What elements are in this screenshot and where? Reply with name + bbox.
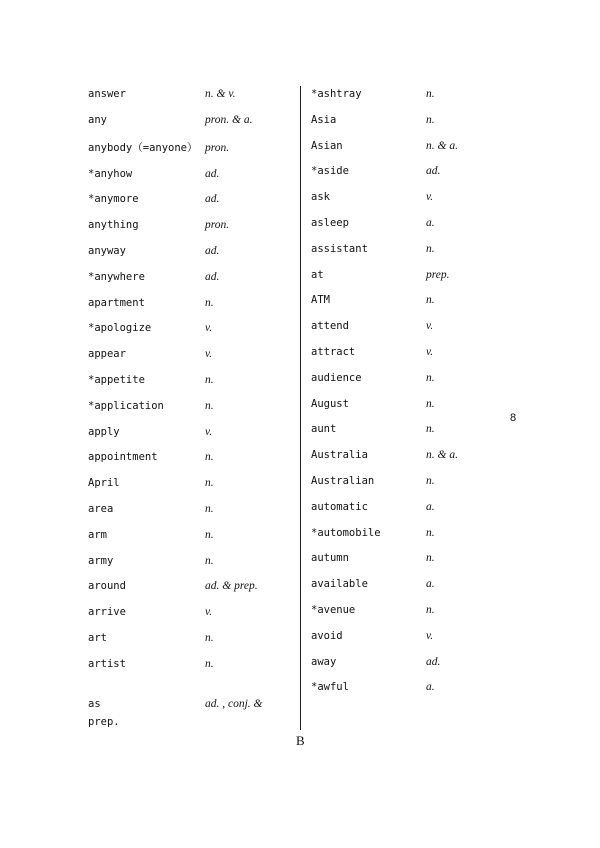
word: *apologize	[88, 322, 152, 335]
word: as	[88, 697, 101, 710]
word-entry	[311, 550, 511, 576]
part-of-speech: ad.	[426, 655, 441, 668]
part-of-speech: n.	[426, 242, 435, 255]
word: *anyhow	[88, 167, 133, 180]
word-entry	[88, 217, 293, 243]
word-entry	[311, 473, 511, 499]
part-of-speech: n.	[205, 502, 214, 515]
part-of-speech: n. & a.	[426, 449, 458, 462]
word: Asian	[311, 139, 343, 152]
word: anything	[88, 219, 139, 232]
word: *anywhere	[88, 270, 145, 283]
word-entry	[88, 140, 293, 168]
part-of-speech: v.	[205, 425, 213, 438]
word: *anymore	[88, 193, 139, 206]
word: army	[88, 554, 114, 567]
word: art	[88, 631, 107, 644]
part-of-speech: n.	[205, 657, 214, 670]
part-of-speech: ad.	[205, 244, 220, 257]
right-word-column	[311, 86, 511, 705]
word-entry	[88, 166, 293, 192]
part-of-speech: n.	[426, 397, 435, 410]
page-number: 8	[510, 412, 517, 424]
part-of-speech: v.	[426, 345, 434, 358]
part-of-speech: a.	[426, 578, 435, 591]
part-of-speech: n.	[426, 474, 435, 487]
word-entry	[88, 604, 293, 630]
section-letter-heading: B	[296, 733, 305, 748]
word-entry	[88, 243, 293, 269]
word-entry	[88, 320, 293, 346]
word: available	[311, 578, 368, 591]
word: appointment	[88, 451, 158, 464]
word-entry	[88, 682, 293, 728]
part-of-speech: n.	[205, 631, 214, 644]
word: asleep	[311, 216, 349, 229]
word-entry	[311, 163, 511, 189]
word-entry	[311, 525, 511, 551]
part-of-speech: prep.	[426, 268, 450, 281]
part-of-speech: a.	[426, 681, 435, 694]
word: attract	[311, 345, 356, 358]
word-entry	[311, 499, 511, 525]
word: avoid	[311, 629, 343, 642]
part-of-speech: n.	[205, 477, 214, 490]
part-of-speech: v.	[205, 606, 213, 619]
word-entry	[88, 553, 293, 579]
word: arrive	[88, 606, 126, 619]
part-of-speech: pron.	[205, 141, 230, 154]
part-of-speech: ad.	[205, 167, 220, 180]
left-word-column	[88, 86, 293, 728]
word-entry	[311, 112, 511, 138]
part-of-speech: v.	[426, 320, 434, 333]
word: ask	[311, 191, 330, 204]
part-of-speech: n.	[426, 294, 435, 307]
word: arm	[88, 528, 107, 541]
word: August	[311, 397, 349, 410]
word: Australian	[311, 474, 375, 487]
part-of-speech: n. & a.	[426, 139, 458, 152]
word-entry	[88, 449, 293, 475]
part-of-speech: pron.	[205, 219, 230, 232]
part-of-speech: n. & v.	[205, 88, 236, 100]
part-of-speech: n.	[205, 554, 214, 567]
word: *automobile	[311, 526, 381, 539]
word: away	[311, 655, 337, 668]
part-of-speech: ad. , conj. &	[205, 697, 263, 710]
part-of-speech: a.	[426, 216, 435, 229]
word: audience	[311, 371, 362, 384]
part-of-speech: n.	[205, 528, 214, 541]
part-of-speech: n.	[205, 296, 214, 309]
word-entry	[88, 398, 293, 424]
word: answer	[88, 88, 126, 100]
word-entry	[311, 138, 511, 164]
word: *appetite	[88, 373, 145, 386]
part-of-speech: v.	[426, 629, 434, 642]
word: any	[88, 113, 107, 126]
word: appear	[88, 348, 126, 361]
word: area	[88, 502, 114, 515]
word-entry	[88, 295, 293, 321]
part-of-speech: n.	[426, 371, 435, 384]
part-of-speech: n.	[426, 603, 435, 616]
word-entry	[311, 86, 511, 112]
part-of-speech: n.	[426, 423, 435, 436]
part-of-speech: v.	[205, 322, 213, 335]
part-of-speech: n.	[426, 526, 435, 539]
word: artist	[88, 657, 126, 670]
word-entry	[311, 370, 511, 396]
part-of-speech: ad.	[205, 270, 220, 283]
part-of-speech-continuation: prep.	[88, 715, 120, 728]
word: *application	[88, 399, 164, 412]
word: anyway	[88, 244, 126, 257]
part-of-speech: n.	[426, 552, 435, 565]
word: apply	[88, 425, 120, 438]
word-entry	[88, 656, 293, 682]
part-of-speech: n.	[205, 451, 214, 464]
word: *ashtray	[311, 88, 362, 100]
word-entry	[311, 421, 511, 447]
word-entry	[311, 654, 511, 680]
word: *avenue	[311, 603, 356, 616]
part-of-speech: v.	[426, 191, 434, 204]
word: Asia	[311, 113, 337, 126]
word-entry	[88, 630, 293, 656]
part-of-speech: n.	[205, 399, 214, 412]
part-of-speech: n.	[426, 113, 435, 126]
part-of-speech: ad.	[426, 165, 441, 178]
word-entry	[88, 112, 293, 138]
part-of-speech: pron. & a.	[205, 113, 253, 126]
word-entry	[311, 292, 511, 318]
word-entry	[311, 679, 511, 705]
word-entry	[88, 269, 293, 295]
word-entry	[311, 241, 511, 267]
word-entry	[311, 396, 511, 422]
word: April	[88, 477, 120, 490]
word-entry	[88, 424, 293, 450]
word-entry	[311, 602, 511, 628]
word: automatic	[311, 500, 368, 513]
word: attend	[311, 320, 349, 333]
part-of-speech: a.	[426, 500, 435, 513]
word: anybody（=anyone）	[88, 141, 198, 154]
word: *awful	[311, 681, 349, 694]
word: *aside	[311, 165, 349, 178]
word: around	[88, 580, 126, 593]
word-entry	[88, 578, 293, 604]
word-entry	[311, 344, 511, 370]
word: Australia	[311, 449, 368, 462]
word: autumn	[311, 552, 349, 565]
word-entry	[88, 346, 293, 372]
word-entry	[88, 86, 293, 112]
word-entry	[311, 318, 511, 344]
column-divider	[300, 86, 301, 730]
word: assistant	[311, 242, 368, 255]
word: ATM	[311, 294, 330, 307]
word: aunt	[311, 423, 337, 436]
part-of-speech: ad.	[205, 193, 220, 206]
part-of-speech: n.	[426, 88, 435, 100]
part-of-speech: n.	[205, 373, 214, 386]
part-of-speech: ad. & prep.	[205, 580, 258, 593]
word-entry	[88, 372, 293, 398]
part-of-speech: v.	[205, 348, 213, 361]
word-entry	[311, 447, 511, 473]
word-entry	[311, 576, 511, 602]
word-entry	[311, 628, 511, 654]
word: apartment	[88, 296, 145, 309]
word-entry	[88, 501, 293, 527]
word-entry	[311, 267, 511, 293]
word-entry	[88, 475, 293, 501]
word-entry	[88, 191, 293, 217]
word-entry	[88, 527, 293, 553]
word-entry	[311, 215, 511, 241]
word: at	[311, 268, 324, 281]
word-entry	[311, 189, 511, 215]
